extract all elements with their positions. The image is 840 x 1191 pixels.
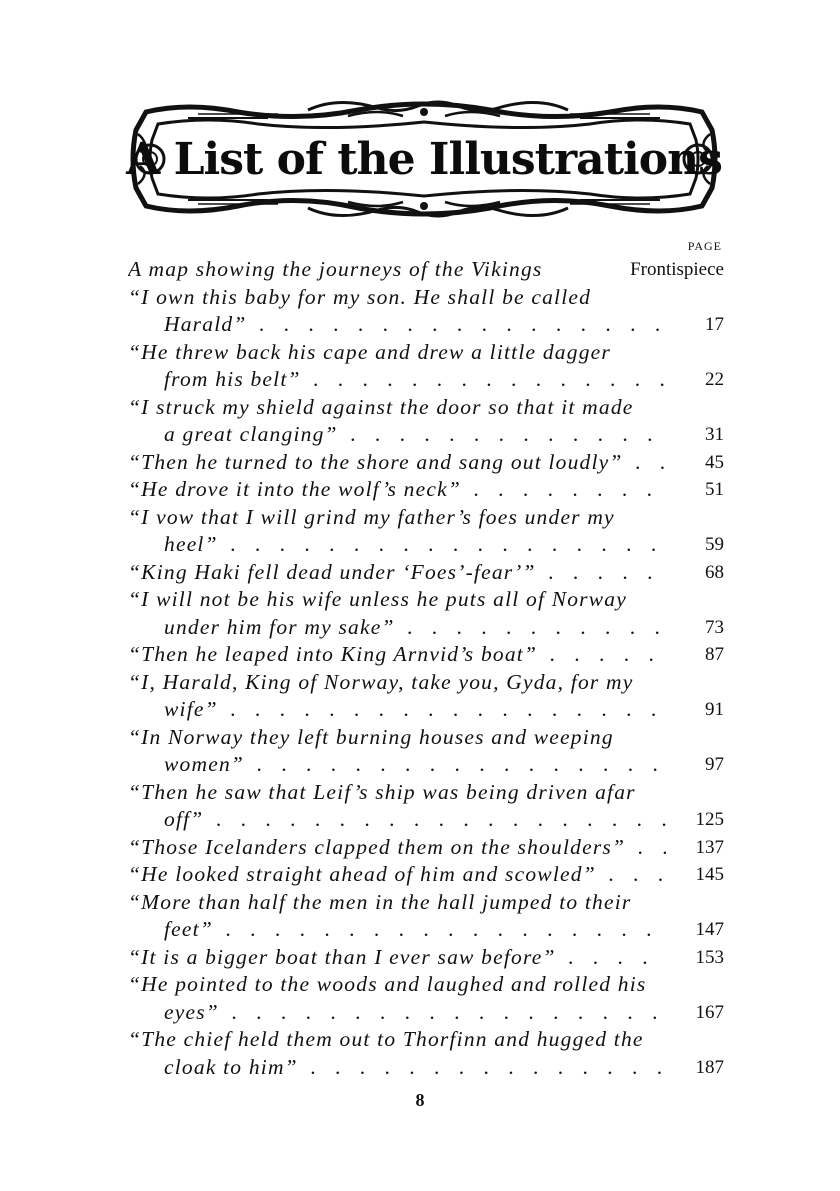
- entry-page: 147: [692, 916, 725, 944]
- list-item: [128, 476, 724, 504]
- list-item: [128, 889, 724, 944]
- list-item: [128, 394, 724, 449]
- entry-caption: “He pointed to the woods and laughed and rolled his: [128, 972, 647, 996]
- entry-page: 68: [701, 559, 724, 587]
- page-title: A List of the Illustrations: [126, 133, 722, 185]
- entry-page: 51: [701, 476, 724, 504]
- entry-page: 91: [701, 696, 724, 724]
- entry-caption: “Then he turned to the shore and sang out loudly” . . .: [128, 449, 666, 477]
- entry-caption-continued: cloak to him” . . .: [128, 1054, 666, 1082]
- entry-caption: “He looked straight ahead of him and scowled” . . .: [128, 861, 666, 889]
- entry-caption: “Then he saw that Leif’s ship was being driven afar: [128, 779, 636, 804]
- entry-caption: “I vow that I will grind my father’s foes under my: [128, 504, 615, 529]
- entry-caption-continued: women” . . .: [128, 751, 666, 779]
- entry-page: Frontispiece: [626, 256, 724, 284]
- list-item: [128, 669, 724, 724]
- list-item: [128, 779, 724, 834]
- entry-caption: “I struck my shield against the door so that it made: [128, 394, 634, 419]
- entry-caption: “It is a bigger boat than I ever saw before” . . .: [128, 944, 666, 972]
- title-banner: [128, 100, 720, 218]
- entry-page: 45: [701, 449, 724, 477]
- entry-page: 22: [701, 366, 724, 394]
- list-item: [128, 504, 724, 559]
- list-item: [128, 559, 724, 587]
- page-column-label: PAGE: [687, 239, 722, 253]
- entry-caption-continued: heel” . . .: [128, 531, 666, 559]
- entry-caption-continued: Harald” . . .: [128, 311, 666, 339]
- list-item: [128, 339, 724, 394]
- entry-caption: “In Norway they left burning houses and weeping: [128, 724, 614, 749]
- entry-caption: “He threw back his cape and drew a little dagger: [128, 339, 611, 364]
- list-item: [128, 971, 724, 1026]
- entry-page: 31: [701, 421, 724, 449]
- entry-caption-continued: from his belt” . . .: [128, 366, 666, 394]
- entry-page: 73: [701, 614, 724, 642]
- entry-page: 145: [692, 861, 725, 889]
- entry-caption: “Those Icelanders clapped them on the shoulders” . . .: [128, 834, 666, 862]
- entry-page: 97: [701, 751, 724, 779]
- entry-caption-continued: a great clanging” . . .: [128, 421, 666, 449]
- entry-caption-continued: off” . . .: [128, 806, 666, 834]
- entry-caption: “The chief held them out to Thorfinn and hugged the: [128, 1027, 644, 1051]
- list-item: [128, 449, 724, 477]
- entry-page: 17: [701, 311, 724, 339]
- entry-caption: “I will not be his wife unless he puts all of Norway: [128, 587, 627, 611]
- list-item: [128, 586, 724, 641]
- list-item: [128, 861, 724, 889]
- illustrations-list: [128, 256, 724, 1081]
- entry-caption-continued: under him for my sake” . . .: [128, 614, 666, 642]
- entry-caption: “Then he leaped into King Arnvid’s boat” . . .: [128, 641, 666, 669]
- entry-page: 87: [701, 641, 724, 669]
- entry-caption: “He drove it into the wolf’s neck” . . .: [128, 476, 666, 504]
- entry-page: 187: [692, 1054, 725, 1082]
- entry-caption: A map showing the journeys of the Vikings: [128, 257, 543, 281]
- entry-caption: “I own this baby for my son. He shall be called: [128, 284, 592, 309]
- entry-caption-continued: wife” . . .: [128, 696, 666, 724]
- entry-caption-continued: feet” . . .: [128, 916, 666, 944]
- entry-page: 59: [701, 531, 724, 559]
- entry-page: 153: [692, 944, 725, 972]
- entry-caption: “King Haki fell dead under ‘Foes’-fear’” . . .: [128, 559, 666, 587]
- list-item: [128, 256, 724, 284]
- list-item: [128, 284, 724, 339]
- entry-caption-continued: eyes” . . .: [128, 999, 666, 1027]
- entry-page: 137: [692, 834, 725, 862]
- entry-caption: “I, Harald, King of Norway, take you, Gyda, for my: [128, 669, 634, 694]
- entry-page: 125: [692, 806, 725, 834]
- list-item: [128, 944, 724, 972]
- list-item: [128, 1026, 724, 1081]
- page-number: 8: [415, 1090, 425, 1110]
- list-item: [128, 724, 724, 779]
- entry-caption: “More than half the men in the hall jumped to their: [128, 889, 632, 914]
- list-item: [128, 641, 724, 669]
- list-item: [128, 834, 724, 862]
- entry-page: 167: [692, 999, 725, 1027]
